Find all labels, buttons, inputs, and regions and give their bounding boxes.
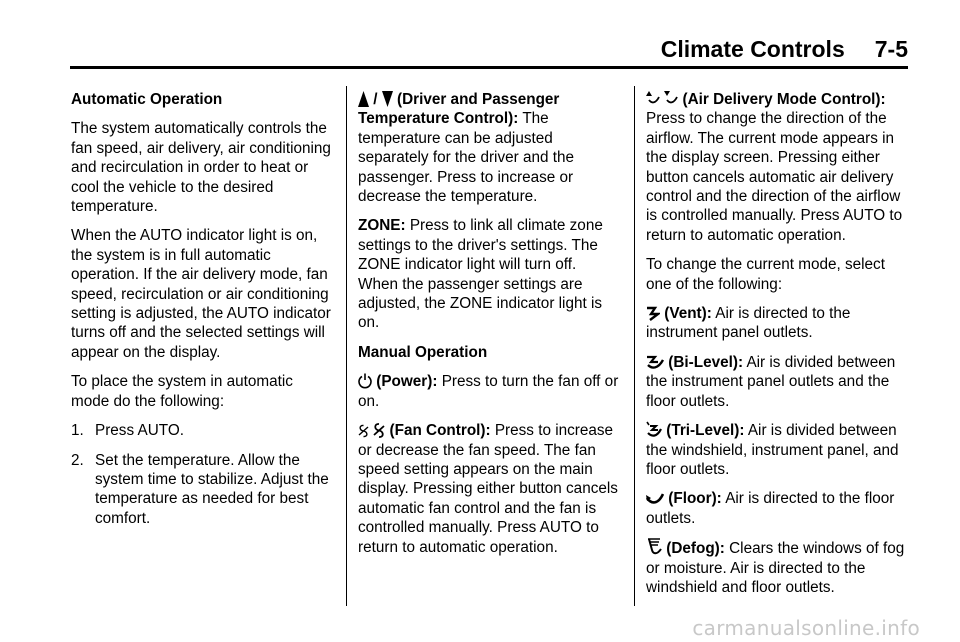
- entry-text: Press to change the direction of the airflow. The current mode appears in the display screen. Pressing either button cancels automatic air delivery control and the direction of the airflow is controlled manually. Press AUTO to return to automatic operation.: [646, 110, 903, 244]
- automatic-operation-heading: Automatic Operation: [71, 91, 223, 108]
- fan-small-icon: [358, 424, 369, 438]
- paragraph: The system automatically controls the fan speed, air delivery, air conditioning and recirculation in order to heat or cool the vehicle to the desired temperature.: [71, 120, 331, 216]
- vent-icon: [646, 305, 660, 321]
- bi-level-entry: [646, 353, 914, 411]
- vent-entry: [646, 304, 914, 343]
- entry-text: Press to turn the fan off or on.: [358, 373, 619, 410]
- watermark: carmanualsonline.info: [692, 616, 920, 640]
- page-number: 7-5: [874, 36, 908, 62]
- entry-text: Clears the windows of fog or moisture. Air is directed to the windshield and floor outlets.: [646, 540, 905, 596]
- entry-text: Press to link all climate zone settings to the driver's settings. The ZONE indicator light will turn off. When the passenger settings are adjusted, the ZONE indicator light is on.: [358, 217, 603, 332]
- column-air-delivery: [646, 90, 914, 607]
- entry-label: (Air Delivery Mode Control):: [682, 91, 886, 108]
- entry-text: Press to increase or decrease the fan speed. The fan speed setting appears on the main display. Pressing either button cancels automatic fan control and the fan is controlled manually. Press AUTO to return to automatic operation.: [358, 422, 618, 556]
- section-title: Climate Controls: [660, 36, 845, 62]
- list-number: 2.: [71, 451, 84, 469]
- zone-entry: [358, 216, 620, 332]
- entry-label: (Vent):: [664, 305, 712, 323]
- list-number: 1.: [71, 422, 84, 440]
- entry-label: ZONE:: [358, 217, 406, 235]
- column-automatic-operation: [71, 90, 333, 538]
- bi-level-icon: [646, 354, 664, 370]
- defog-entry: [646, 538, 914, 597]
- entry-label: (Floor):: [668, 490, 722, 508]
- entry-label: (Tri-Level):: [666, 422, 745, 440]
- entry-label: (Bi-Level):: [668, 353, 744, 371]
- entry-text: Air is divided between the instrument panel outlets and the floor outlets.: [646, 353, 896, 410]
- entry-text: The temperature can be adjusted separately for the driver and the passenger. Press to increase or decrease the temperature.: [358, 110, 574, 206]
- entry-label: (Fan Control):: [389, 422, 491, 440]
- entry-text: Air is directed to the instrument panel outlets.: [646, 305, 851, 342]
- fan-large-icon: [373, 423, 385, 438]
- mode-down-arrow-icon: [664, 91, 678, 107]
- entry-text: Air is directed to the floor outlets.: [646, 490, 895, 527]
- mode-up-arrow-icon: [646, 91, 660, 107]
- fan-entry: [358, 421, 620, 557]
- temperature-down-arrow-icon: [382, 91, 393, 107]
- mode-intro: To change the current mode, select one of the following:: [646, 256, 885, 293]
- entry-text: Air is divided between the windshield, instrument panel, and floor outlets.: [646, 422, 899, 478]
- floor-icon: [646, 492, 664, 506]
- header-rule: [70, 66, 908, 69]
- manual-operation-heading: Manual Operation: [358, 343, 488, 361]
- entry-label: (Power):: [376, 373, 438, 391]
- tri-level-icon: [646, 421, 662, 438]
- power-entry: [358, 372, 620, 411]
- separator: /: [373, 91, 378, 108]
- column-divider-2: [634, 86, 635, 606]
- list-item: [71, 421, 333, 440]
- entry-label: (Driver and Passenger Temperature Control):: [358, 91, 560, 128]
- power-icon: [358, 373, 372, 389]
- list-text: Press AUTO.: [95, 422, 184, 440]
- list-text: Set the temperature. Allow the system time to stabilize. Adjust the temperature as needed for best comfort.: [95, 451, 329, 527]
- paragraph: When the AUTO indicator light is on, the system is in full automatic operation. If the air delivery mode, fan speed, recirculation or air conditioning setting is adjusted, the AUTO indicator turns off and the selected settings will appear on the display.: [71, 227, 331, 361]
- defog-icon: [646, 538, 662, 556]
- column-temperature-controls: [358, 90, 620, 567]
- column-divider-1: [346, 86, 347, 606]
- temperature-up-arrow-icon: [358, 91, 369, 107]
- page-header: [661, 36, 908, 63]
- floor-entry: [646, 489, 914, 528]
- paragraph: To place the system in automatic mode do the following:: [71, 373, 293, 410]
- entry-label: (Defog):: [666, 540, 725, 558]
- tri-level-entry: [646, 421, 914, 479]
- list-item: [71, 451, 333, 529]
- temperature-control-entry: [358, 90, 620, 206]
- air-delivery-entry: [646, 90, 914, 245]
